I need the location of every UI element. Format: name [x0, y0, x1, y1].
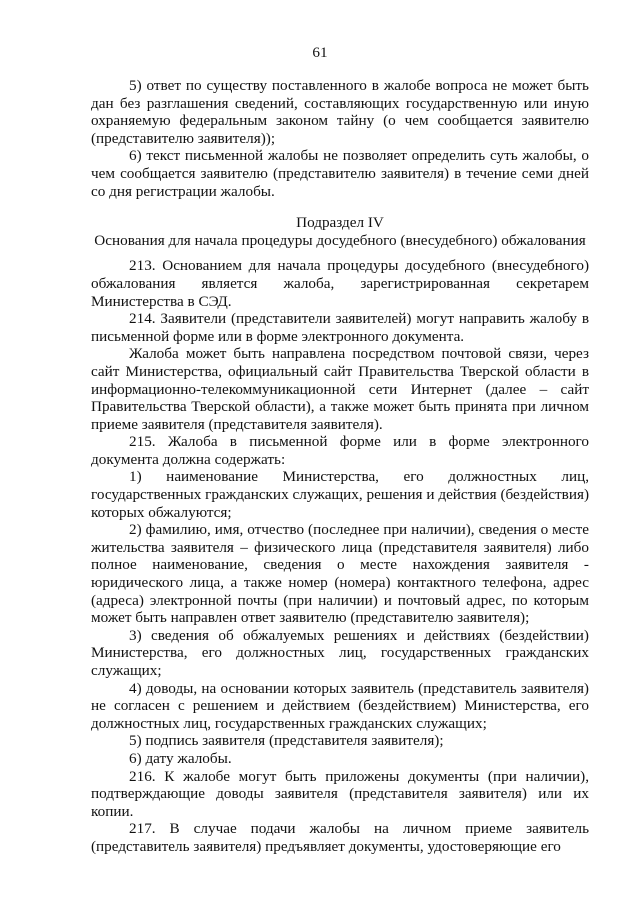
section-title: Подраздел IV: [296, 214, 384, 232]
paragraph-item-5: 5) ответ по существу поставленного в жалобе вопроса не может быть дан без разглашения сведений, составляющих государственную или иную охраняемую федеральным законом тайну (о чем сообщается заявителю (представителю заявителя));: [91, 77, 589, 147]
section-subtitle: Основания для начала процедуры досудебного (внесудебного) обжалования: [94, 231, 586, 249]
list-item-6: 6) дату жалобы.: [129, 749, 232, 767]
paragraph-213: 213. Основанием для начала процедуры досудебного (внесудебного) обжалования является жалоба, зарегистрированная секретарем Министерства в СЭД.: [91, 257, 589, 310]
paragraph-214-cont: Жалоба может быть направлена посредством почтовой связи, через сайт Министерства, официальный сайт Правительства Тверской области в информационно-телекоммуникационной сети Интернет (далее – сайт Правительства Тверской области), а также может быть принята при личном приеме заявителя (представителя заявителя).: [91, 345, 589, 433]
page-number: 61: [312, 44, 328, 61]
paragraph-215: 215. Жалоба в письменной форме или в форме электронного документа должна содержать:: [91, 433, 589, 468]
document-body: [91, 77, 589, 856]
list-item-2: 2) фамилию, имя, отчество (последнее при наличии), сведения о месте жительства заявителя – физического лица (представителя заявителя) либо полное наименование, сведения о месте нахождения заявителя - юридического лица, а также номер (номера) контактного телефона, адрес (адреса) электронной почты (при наличии) и почтовый адрес, по которым может быть направлен ответ заявителю (представителю заявителя);: [91, 521, 589, 627]
list-item-5: 5) подпись заявителя (представителя заявителя);: [129, 732, 444, 750]
list-item-3: 3) сведения об обжалуемых решениях и действиях (бездействии) Министерства, его должностных лиц, государственных гражданских служащих;: [91, 626, 589, 679]
paragraph-214: 214. Заявители (представители заявителей) могут направить жалобу в письменной форме или в форме электронного документа.: [91, 310, 589, 345]
paragraph-item-6: 6) текст письменной жалобы не позволяет определить суть жалобы, о чем сообщается заявителю (представителю заявителя) в течение семи дней со дня регистрации жалобы.: [91, 147, 589, 200]
paragraph-216: 216. К жалобе могут быть приложены документы (при наличии), подтверждающие доводы заявителя (представителя заявителя) или их копии.: [91, 767, 589, 820]
list-item-4: 4) доводы, на основании которых заявитель (представитель заявителя) не согласен с решением и действием (бездействием) Министерства, его должностных лиц, государственных гражданских служащих;: [91, 679, 589, 732]
paragraph-217: 217. В случае подачи жалобы на личном приеме заявитель (представитель заявителя) предъявляет документы, удостоверяющие его: [91, 820, 589, 855]
list-item-1: 1) наименование Министерства, его должностных лиц, государственных гражданских служащих, решения и действия (бездействия) которых обжалуются;: [91, 468, 589, 521]
